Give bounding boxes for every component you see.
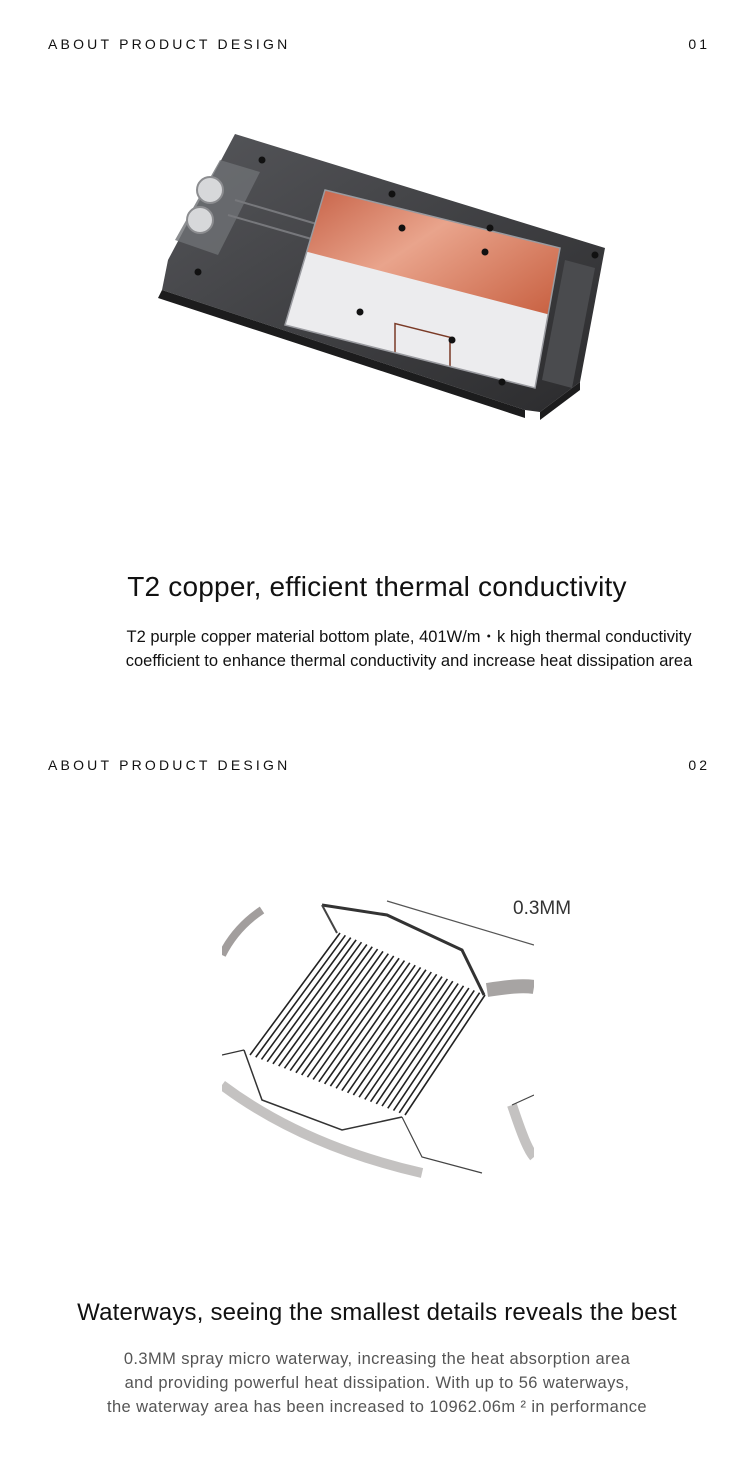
waterway-width-label: 0.3MM [513,898,572,919]
section-number: 01 [688,36,710,52]
waterway-fin-line [261,938,350,1060]
description-line: and providing powerful heat dissipation. With up to 56 waterways, [124,1374,630,1392]
description-line: T2 purple copper material bottom plate, 401W/m・k high thermal conductivity [126,628,692,646]
waterway-fin-line [250,933,340,1055]
waterway-fin-line [279,944,367,1066]
description-line: 0.3MM spray micro waterway, increasing the heat absorption area [123,1350,631,1368]
description-line: the waterway area has been increased to 10962.06m ² in performance [106,1398,648,1416]
micro-waterway-closeup-image [222,895,534,1185]
waterway-fin-line [256,935,346,1057]
section-2-description [0,1347,754,1419]
section-label: ABOUT PRODUCT DESIGN [48,36,291,52]
waterway-fin-line [290,949,377,1070]
section-1-description [32,625,754,673]
waterway-fins [250,933,485,1115]
section-number: 02 [688,757,710,773]
section-2-header [48,757,710,777]
section-1-title: T2 copper, efficient thermal conductivity [127,571,627,602]
waterway-fin-line [284,947,372,1069]
waterway-fin-line [267,940,356,1062]
section-2-title: Waterways, seeing the smallest details reveals the best [77,1299,677,1326]
waterway-fin-line [302,954,389,1075]
water-block-product-image [140,120,620,430]
waterway-fin-line [296,951,383,1072]
section-1-header [48,36,710,56]
waterway-fin-line [307,956,393,1077]
section-label: ABOUT PRODUCT DESIGN [48,757,291,773]
waterway-fin-line [313,958,399,1079]
description-line: coefficient to enhance thermal conductivity and increase heat dissipation area [125,652,693,670]
waterway-fin-line [273,942,362,1064]
waterway-fin-line [319,961,405,1082]
